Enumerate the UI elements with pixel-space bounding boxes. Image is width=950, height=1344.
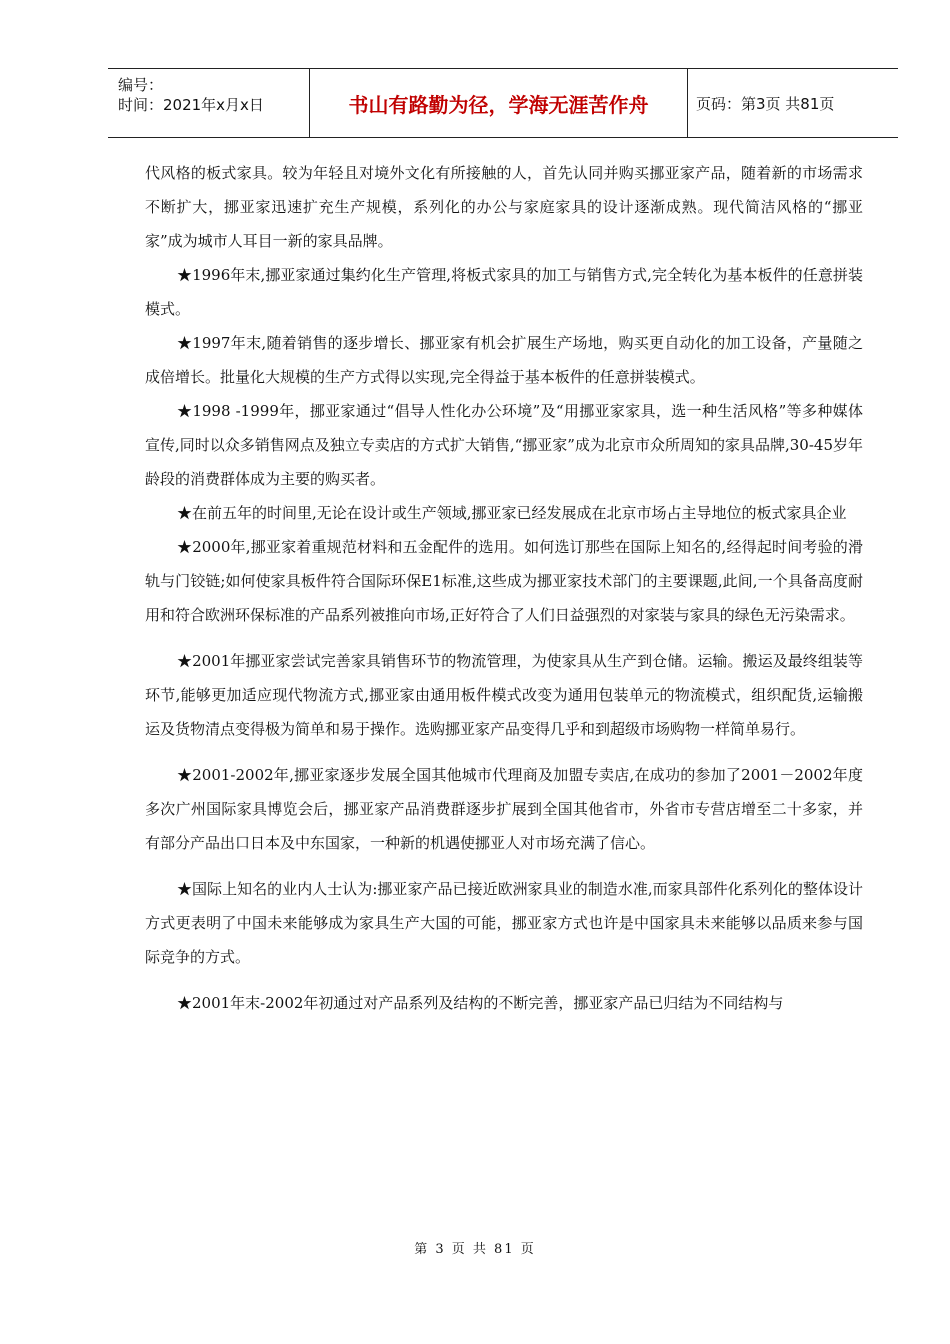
page-header — [108, 68, 898, 138]
paragraph: ★1998 -1999年，挪亚家通过“倡导人性化办公环境”及“用挪亚家家具，选一种生活风格”等多种媒体宣传,同时以众多销售网点及独立专卖店的方式扩大销售,“挪亚家”成为北京市众所周知的家具品牌,30-45岁年龄段的消费群体成为主要的购买者。 — [145, 402, 863, 488]
paragraph: ★国际上知名的业内人士认为:挪亚家产品已接近欧洲家具业的制造水准,而家具部件化系列化的整体设计方式更表明了中国未来能够成为家具生产大国的可能，挪亚家方式也许是中国家具未来能够以品质来参与国际竞争的方式。 — [145, 880, 863, 966]
header-meta — [108, 69, 310, 137]
document-body — [145, 156, 863, 1020]
paragraph: ★1996年末,挪亚家通过集约化生产管理,将板式家具的加工与销售方式,完全转化为基本板件的任意拼装模式。 — [145, 266, 863, 318]
paragraph: ★2001-2002年,挪亚家逐步发展全国其他城市代理商及加盟专卖店,在成功的参加了2001－2002年度多次广州国际家具博览会后，挪亚家产品消费群逐步扩展到全国其他省市，外省市专营店增至二十多家，并有部分产品出口日本及中东国家，一种新的机遇使挪亚人对市场充满了信心。 — [145, 766, 863, 852]
paragraph: ★2001年挪亚家尝试完善家具销售环节的物流管理，为使家具从生产到仓储。运输。搬运及最终组装等环节,能够更加适应现代物流方式,挪亚家由通用板件模式改变为通用包装单元的物流模式，组织配货,运输搬运及货物清点变得极为简单和易于操作。选购挪亚家产品变得几乎和到超级市场购物一样简单易行。 — [145, 652, 863, 738]
paragraph: 代风格的板式家具。较为年轻且对境外文化有所接触的人，首先认同并购买挪亚家产品，随着新的市场需求不断扩大，挪亚家迅速扩充生产规模，系列化的办公与家庭家具的设计逐渐成熟。现代简洁风格的“挪亚家”成为城市人耳目一新的家具品牌。 — [145, 164, 863, 250]
header-page-info: 页码：第3页 共81页 — [696, 94, 835, 113]
paragraph: ★在前五年的时间里,无论在设计或生产领域,挪亚家已经发展成在北京市场占主导地位的板式家具企业 — [177, 504, 847, 522]
page-footer: 第 3 页 共 81 页 — [414, 1242, 536, 1257]
document-number-label: 编号： — [118, 76, 164, 94]
header-motto: 书山有路勤为径，学海无涯苦作舟 — [310, 69, 688, 137]
paragraph: ★2001年末-2002年初通过对产品系列及结构的不断完善，挪亚家产品已归结为不同结构与 — [177, 994, 784, 1012]
paragraph: ★2000年,挪亚家着重规范材料和五金配件的选用。如何选订那些在国际上知名的,经得起时间考验的滑轨与门铰链;如何使家具板件符合国际环保E1标准,这些成为挪亚家技术部门的主要课题,此间,一个具备高度耐用和符合欧洲环保标准的产品系列被推向市场,正好符合了人们日益强烈的对家装与家具的绿色无污染需求。 — [145, 538, 863, 624]
document-time-label: 时间：2021年x月x日 — [118, 96, 264, 114]
paragraph: ★1997年末,随着销售的逐步增长、挪亚家有机会扩展生产场地，购买更自动化的加工设备，产量随之成倍增长。批量化大规模的生产方式得以实现,完全得益于基本板件的任意拼装模式。 — [145, 334, 863, 386]
